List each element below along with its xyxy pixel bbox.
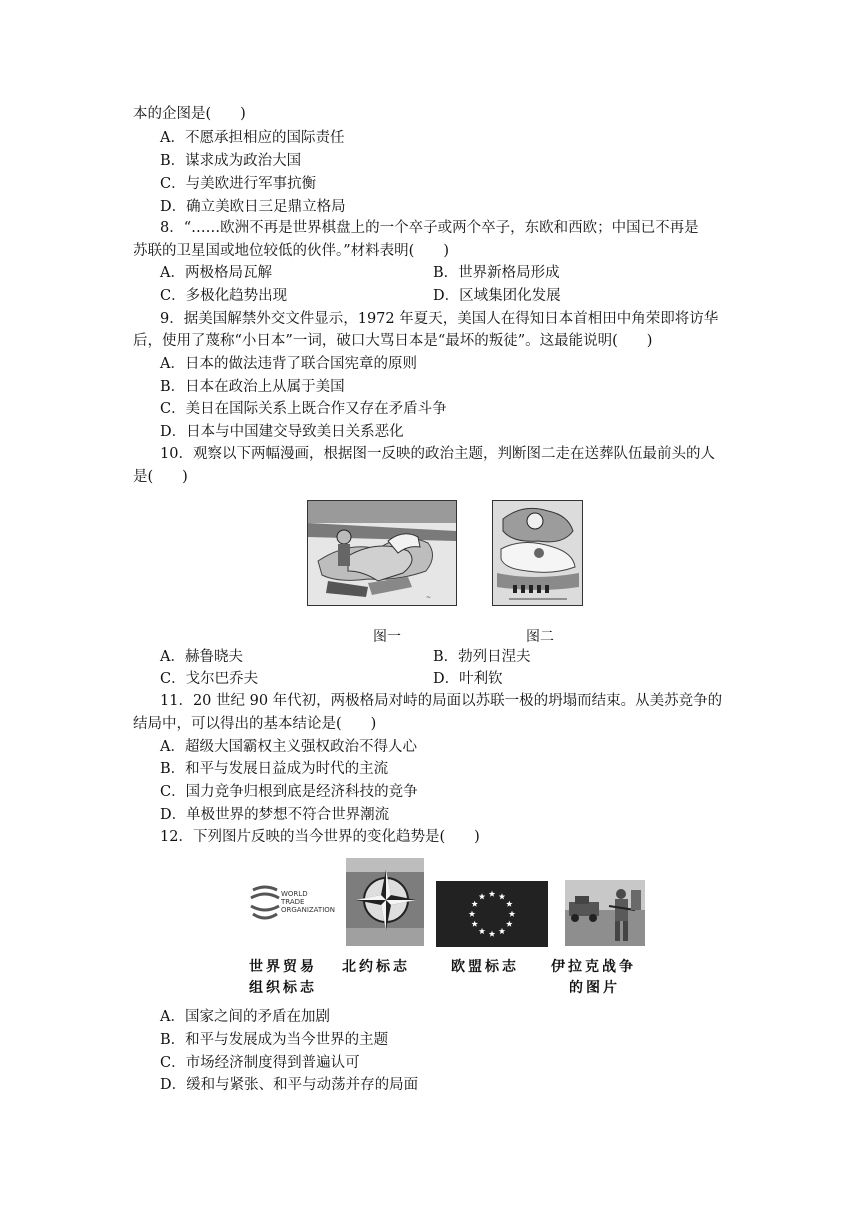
q10-stem-line1: 10．观察以下两幅漫画，根据图一反映的政治主题，判断图二走在送葬队伍最前头的人	[160, 446, 715, 462]
q8-stem-line1: 8．“……欧洲不再是世界棋盘上的一个卒子或两个卒子，东欧和西欧；中国已不再是	[160, 220, 699, 236]
cartoon-2-drawing	[493, 501, 582, 605]
eu-star-icon	[479, 893, 485, 899]
eu-star-icon	[499, 893, 505, 899]
q9-option-b: B．日本在政治上从属于美国	[160, 379, 345, 395]
eu-star-icon	[489, 891, 495, 897]
q9-option-a: A．日本的做法违背了联合国宪章的原则	[160, 356, 417, 372]
q10-option-a: A．赫鲁晓夫	[160, 649, 243, 665]
figure-1-caption: 图一	[373, 629, 401, 645]
eu-star-icon	[471, 921, 477, 927]
q9-stem-line2: 后，使用了蔑称“小日本”一词，破口大骂日本是“最坏的叛徒”。这最能说明( )	[133, 333, 653, 349]
iraq-caption-line2: 的图片	[569, 980, 620, 996]
wto-logo	[249, 880, 339, 930]
eu-flag	[436, 881, 548, 947]
nato-logo-photo	[346, 858, 424, 946]
figure-2-caption: 图二	[526, 629, 554, 645]
q7-option-b: B．谋求成为政治大国	[160, 153, 302, 169]
wto-logo-text: WORLD TRADE ORGANIZATION	[281, 890, 336, 914]
nato-star-icon	[346, 858, 424, 946]
svg-text:~: ~	[426, 594, 432, 601]
q10-option-d: D．叶利钦	[433, 671, 503, 687]
q10-option-b: B．勃列日涅夫	[433, 649, 531, 665]
eu-star-icon	[471, 901, 477, 907]
q11-option-d: D．单极世界的梦想不符合世界潮流	[160, 807, 390, 823]
q8-option-d: D．区域集团化发展	[433, 288, 561, 304]
eu-star-icon	[489, 931, 495, 937]
q7-option-d: D．确立美欧日三足鼎立格局	[160, 199, 346, 215]
soldier-photo-icon	[565, 880, 645, 946]
q12-stem: 12．下列图片反映的当今世界的变化趋势是( )	[160, 829, 480, 845]
q8-option-a: A．两极格局瓦解	[160, 265, 272, 281]
q11-option-c: C．国力竞争归根到底是经济科技的竞争	[160, 784, 418, 800]
q9-option-c: C．美日在国际关系上既合作又存在矛盾斗争	[160, 401, 447, 417]
eu-star-icon	[499, 928, 505, 934]
q7-stem-tail: 本的企图是( )	[133, 106, 246, 122]
cartoon-figure-2	[492, 500, 583, 606]
iraq-war-photo	[565, 880, 645, 946]
q12-option-c: C．市场经济制度得到普遍认可	[160, 1055, 360, 1071]
eu-star-icon	[506, 901, 512, 907]
q11-option-b: B．和平与发展日益成为时代的主流	[160, 761, 389, 777]
q8-stem-line2: 苏联的卫星国或地位较低的伙伴。”材料表明( )	[133, 243, 449, 259]
q12-option-a: A．国家之间的矛盾在加剧	[160, 1009, 330, 1025]
q11-option-a: A．超级大国霸权主义强权政治不得人心	[160, 739, 417, 755]
q8-option-b: B．世界新格局形成	[433, 265, 560, 281]
wto-emblem-icon	[249, 884, 281, 924]
eu-star-icon	[506, 921, 512, 927]
iraq-caption-line1: 伊拉克战争	[551, 959, 636, 975]
q11-stem-line2: 结局中，可以得出的基本结论是( )	[133, 716, 377, 732]
q7-option-c: C．与美欧进行军事抗衡	[160, 176, 317, 192]
nato-caption: 北约标志	[342, 959, 410, 975]
cartoon-figure-1	[307, 500, 457, 606]
eu-star-icon	[509, 911, 515, 917]
q7-option-a: A．不愿承担相应的国际责任	[160, 130, 345, 146]
eu-stars-icon	[436, 881, 548, 947]
q12-option-b: B．和平与发展成为当今世界的主题	[160, 1032, 389, 1048]
q8-option-c: C．多极化趋势出现	[160, 288, 288, 304]
eu-star-icon	[469, 911, 475, 917]
cartoon-1-drawing	[308, 501, 456, 605]
eu-caption: 欧盟标志	[451, 959, 519, 975]
wto-caption-line1: 世界贸易	[249, 959, 317, 975]
q10-option-c: C．戈尔巴乔夫	[160, 671, 259, 687]
q12-option-d: D．缓和与紧张、和平与动荡并存的局面	[160, 1077, 419, 1093]
q10-stem-line2: 是( )	[133, 469, 188, 485]
eu-star-icon	[479, 928, 485, 934]
q9-stem-line1: 9．据美国解禁外交文件显示，1972 年夏天，美国人在得知日本首相田中角荣即将访华	[160, 311, 719, 327]
wto-caption-line2: 组织标志	[249, 980, 317, 996]
q9-option-d: D．日本与中国建交导致美日关系恶化	[160, 424, 404, 440]
q11-stem-line1: 11．20 世纪 90 年代初，两极格局对峙的局面以苏联一极的坍塌而结束。从美苏竞争的	[160, 693, 723, 709]
